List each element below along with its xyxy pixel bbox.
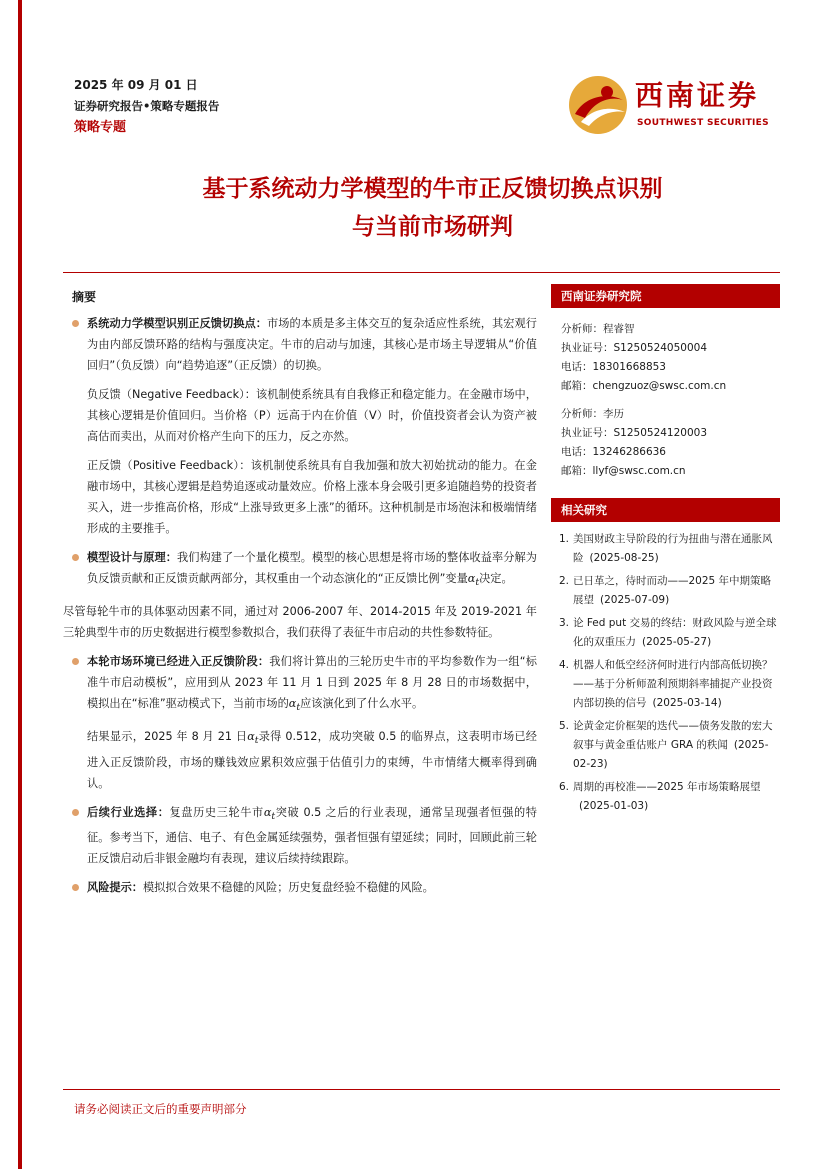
report-header — [74, 76, 219, 137]
bullet-system-dynamics — [63, 313, 537, 376]
abstract-heading: 摘要 — [72, 290, 97, 304]
related-research-heading: 相关研究 — [551, 498, 780, 522]
related-item[interactable]: 2. 已日革之，待时而动——2025 年中期策略展望 (2025-07-09) — [559, 575, 772, 606]
analyst-name: 分析师：李历 — [561, 408, 624, 420]
related-title: 美国财政主导阶段的行为扭曲与潜在通胀风险 — [573, 533, 773, 564]
related-date: (2025-05-27) — [642, 636, 712, 648]
title-line-2: 与当前市场研判 — [352, 213, 513, 240]
bullet-positive-feedback-stage — [63, 651, 537, 718]
bullet-text: 复盘历史三轮牛市 — [169, 805, 264, 819]
alpha-t-symbol: $\alpha_t$ — [247, 730, 259, 747]
analyst-name: 分析师：程睿智 — [561, 323, 635, 335]
related-date: (2025-02-23) — [573, 739, 769, 770]
related-research-list — [551, 522, 780, 816]
report-type: 证券研究报告•策略专题报告 — [74, 99, 220, 113]
bullet-lead: 系统动力学模型识别正反馈切换点： — [87, 317, 268, 330]
abstract-section — [63, 284, 537, 906]
bullet-lead: 后续行业选择： — [87, 805, 170, 819]
alpha-t-symbol: $\alpha_t$ — [467, 572, 480, 589]
analyst-phone: 电话：13246286636 — [561, 446, 666, 458]
alpha-t-symbol: $\alpha_t$ — [288, 697, 301, 714]
paragraph — [87, 313, 537, 376]
related-title: 周期的再校准——2025 年市场策略展望 — [573, 781, 761, 793]
analyst-email[interactable]: 邮箱：chengzuoz@swsc.com.cn — [561, 380, 727, 392]
paragraph-history-fit: 尽管每轮牛市的具体驱动因素不同，通过对 2006-2007 年、2014-2015 年及 2019-2021 年三轮典型牛市的历史数据进行模型参数拟合，我们获得了表征牛市启动的共性参数特征。 — [63, 605, 537, 640]
paragraph — [87, 877, 537, 898]
related-date: (2025-01-03) — [579, 800, 649, 812]
bullet-lead: 模型设计与原理： — [87, 551, 178, 564]
related-date: (2025-08-25) — [589, 552, 659, 564]
paragraph — [87, 547, 537, 593]
bullet-lead: 本轮市场环境已经进入正反馈阶段： — [87, 655, 270, 669]
footer-disclaimer: 请务必阅读正文后的重要声明部分 — [74, 1102, 247, 1116]
analyst-card — [551, 396, 780, 481]
analyst-cert: 执业证号：S1250524120003 — [561, 427, 708, 439]
related-item[interactable]: 1. 美国财政主导阶段的行为扭曲与潜在通胀风险 (2025-08-25) — [559, 533, 773, 564]
analyst-cert: 执业证号：S1250524050004 — [561, 342, 708, 354]
bottom-divider — [63, 1089, 780, 1090]
top-divider — [63, 272, 780, 273]
report-category: 策略专题 — [74, 120, 127, 135]
paragraph-positive-feedback: 正反馈（Positive Feedback）：该机制使系统具有自我加强和放大初始扰动的能力。在金融市场中，其核心逻辑是趋势追逐或动量效应。价格上涨本身会吸引更多追随趋势的投资者买入，进一步推高价格，形成“上涨导致更多上涨”的循环。这种机制是市场泡沫和极端情绪形成的主要推手。 — [87, 459, 537, 535]
related-item[interactable]: 5. 论黄金定价框架的迭代——债务发散的宏大叙事与黄金重估账户 GRA 的秩闻 (2025-02-23) — [559, 720, 773, 770]
bullet-text: 模拟拟合效果不稳健的风险；历史复盘经验不稳健的风险。 — [142, 880, 434, 894]
report-date: 2025 年 09 月 01 日 — [74, 78, 198, 92]
related-title: 论 Fed put 交易的终结：财政风险与逆全球化的双重压力 — [573, 617, 777, 648]
paragraph-negative-feedback: 负反馈（Negative Feedback）：该机制使系统具有自我修正和稳定能力。在金融市场中，其核心逻辑是价值回归。当价格（P）远高于内在价值（V）时，价值投资者会认为资产被高估而卖出，从而对价格产生向下的压力，反之亦然。 — [87, 388, 537, 443]
bullet-text-end: 突破 0.5 之后的行业表现，通常呈现强者恒强的特征。参考当下，通信、电子、有色金属延续强势，强者恒强有望延续；同时，回顾此前三轮正反馈启动后非银金融均有表现，建议后续持续跟踪。 — [87, 805, 537, 865]
bullet-text: 我们将计算出的三轮历史牛市的平均参数作为一组“标准牛市启动模板”，应用到从 2023 年 11 月 1 日到 2025 年 8 月 28 日的市场数据中，模拟出在“标准”驱动模式下，当前市场的 — [87, 655, 537, 711]
bullet-risk-warning — [63, 877, 537, 898]
sidebar — [551, 284, 780, 820]
paragraph — [87, 802, 537, 869]
logo-chinese-name: 西南证券 — [635, 79, 760, 112]
related-date: (2025-03-14) — [652, 697, 722, 709]
paragraph — [87, 651, 537, 718]
related-date: (2025-07-09) — [600, 594, 670, 606]
related-title: 机器人和低空经济何时进行内部高低切换？——基于分析师盈利预期斜率捕捉产业投资内部切换的信号 — [573, 659, 773, 709]
company-logo — [567, 74, 777, 136]
bullet-text: 市场的本质是多主体交互的复杂适应性系统，其宏观行为由内部反馈环路的结构与强度决定。牛市的启动与加速，其核心是市场主导逻辑从“价值回归”（负反馈）向“趋势追逐”（正反馈）的切换。 — [87, 317, 537, 372]
related-title: 已日革之，待时而动——2025 年中期策略展望 — [573, 575, 772, 606]
related-item[interactable]: 3. 论 Fed put 交易的终结：财政风险与逆全球化的双重压力 (2025-05-27) — [559, 617, 777, 648]
logo-english-name: SOUTHWEST SECURITIES — [637, 118, 769, 128]
logo-emblem-icon — [567, 74, 629, 136]
left-accent-bar — [18, 0, 22, 1169]
bullet-industry-selection — [63, 802, 537, 869]
title-line-1: 基于系统动力学模型的牛市正反馈切换点识别 — [202, 175, 663, 202]
bullet-lead: 风险提示： — [87, 880, 143, 894]
bullet-text-end: 决定。 — [479, 572, 513, 585]
institute-heading: 西南证券研究院 — [551, 284, 780, 308]
alpha-t-symbol: $\alpha_t$ — [263, 805, 276, 822]
related-item[interactable]: 6. 周期的再校准——2025 年市场策略展望(2025-01-03) — [559, 781, 761, 812]
analyst-email[interactable]: 邮箱：llyf@swsc.com.cn — [561, 465, 686, 477]
bullet-model-design — [63, 547, 537, 593]
related-title: 论黄金定价框架的迭代——债务发散的宏大叙事与黄金重估账户 GRA 的秩闻 — [573, 720, 773, 751]
related-item[interactable]: 4. 机器人和低空经济何时进行内部高低切换？——基于分析师盈利预期斜率捕捉产业投资内部切换的信号 (2025-03-14) — [559, 659, 773, 709]
analyst-phone: 电话：18301668853 — [561, 361, 666, 373]
analyst-card — [551, 308, 780, 396]
bullet-text-end: 应该演化到了什么水平。 — [300, 697, 424, 711]
bullet-text: 我们构建了一个量化模型。模型的核心思想是将市场的整体收益率分解为负反馈贡献和正反馈贡献两部分，其权重由一个动态演化的“正反馈比例”变量 — [87, 551, 537, 585]
report-title — [74, 170, 791, 246]
paragraph-result: 结果显示，2025 年 8 月 21 日$\alpha_t$录得 0.512，成功突破 0.5 的临界点，这表明市场已经进入正反馈阶段，市场的赚钱效应累积效应强于估值引力的束缚，牛市情绪大概率得到确认。 — [87, 730, 537, 790]
